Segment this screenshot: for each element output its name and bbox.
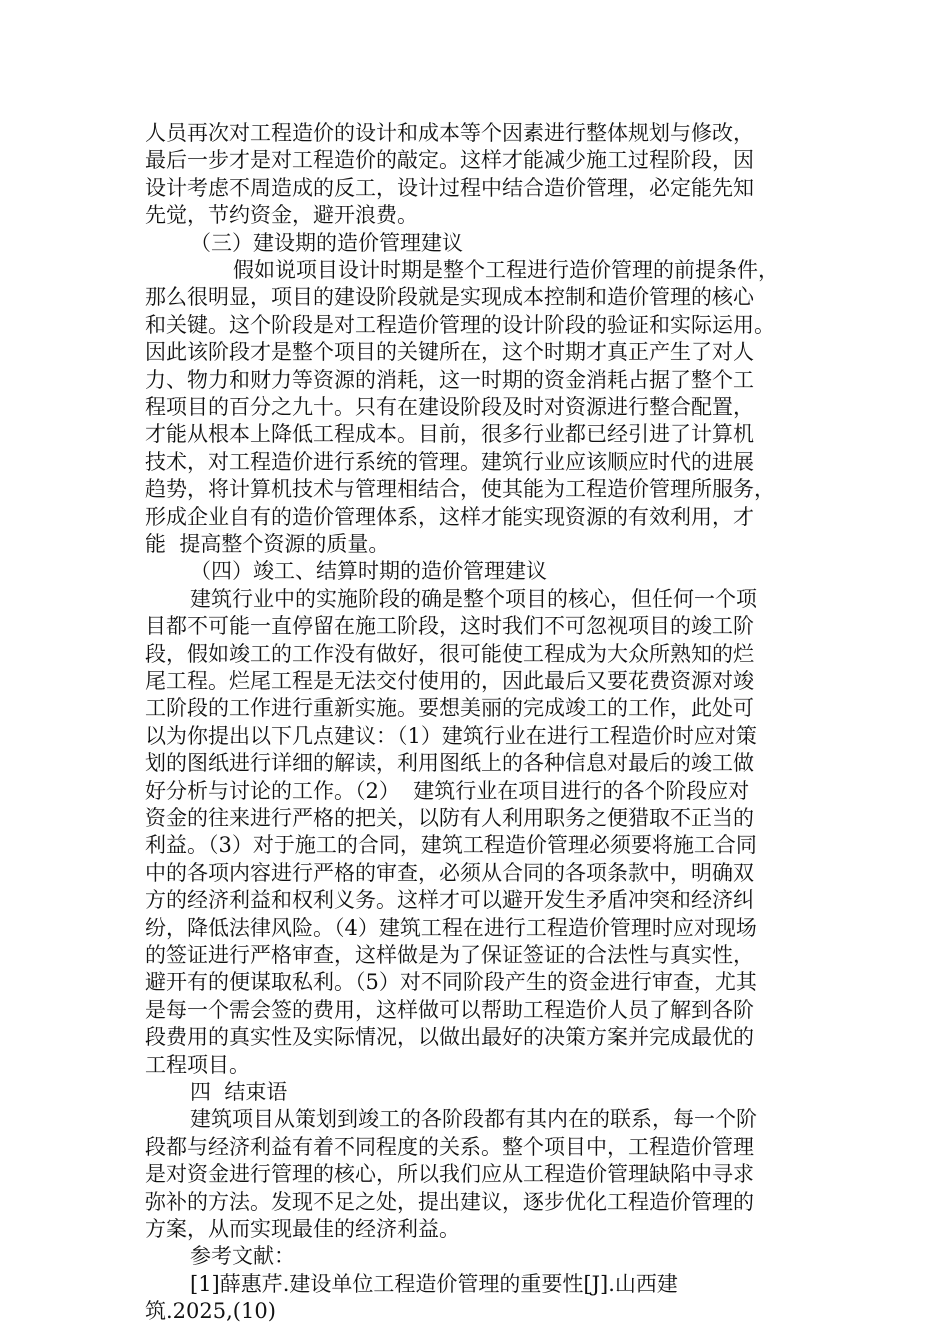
text-line: 好分析与讨论的工作。（2） 建筑行业在项目进行的各个阶段应对 bbox=[145, 778, 750, 803]
text-line: 段，假如竣工的工作没有做好，很可能使工程成为大众所熟知的烂 bbox=[145, 641, 754, 666]
text-line: 设计考虑不周造成的反工，设计过程中结合造价管理，必定能先知 bbox=[145, 175, 754, 200]
text-line: 技术，对工程造价进行系统的管理。建筑行业应该顺应时代的进展 bbox=[145, 449, 754, 474]
text-line: 避开有的便谋取私利。（5）对不同阶段产生的资金进行审查，尤其 bbox=[145, 970, 757, 995]
section-heading: 四 结束语 bbox=[190, 1080, 288, 1104]
text-line: 假如说项目设计时期是整个工程进行造价管理的前提条件， bbox=[233, 258, 779, 282]
text-line: 以为你提出以下几点建议：（1）建筑行业在进行工程造价时应对策 bbox=[145, 723, 757, 748]
text-line: 纷，降低法律风险。（4）建筑工程在进行工程造价管理时应对现场 bbox=[145, 915, 757, 940]
text-line: 是对资金进行管理的核心，所以我们应从工程造价管理缺陷中寻求 bbox=[145, 1162, 754, 1187]
text-line: 先觉，节约资金，避开浪费。 bbox=[145, 203, 418, 228]
text-line: 建筑行业中的实施阶段的确是整个项目的核心，但任何一个项 bbox=[190, 586, 757, 611]
text-line: 利益。（3）对于施工的合同，建筑工程造价管理必须要将施工合同 bbox=[145, 833, 757, 858]
text-line: 弥补的方法。发现不足之处，提出建议，逐步优化工程造价管理的 bbox=[145, 1189, 754, 1214]
text-line: 段费用的真实性及实际情况，以做出最好的决策方案并完成最优的 bbox=[145, 1025, 754, 1050]
text-line: 的签证进行严格审查，这样做是为了保证签证的合法性与真实性， bbox=[145, 943, 754, 967]
text-line: 段都与经济利益有着不同程度的关系。整个项目中，工程造价管理 bbox=[145, 1134, 754, 1159]
section-heading: （三）建设期的造价管理建议 bbox=[190, 230, 463, 255]
text-line: 目都不可能一直停留在施工阶段，这时我们不可忽视项目的竣工阶 bbox=[145, 614, 754, 639]
text-line: 划的图纸进行详细的解读，利用图纸上的各种信息对最后的竣工做 bbox=[145, 751, 754, 776]
text-line: 工阶段的工作进行重新实施。要想美丽的完成竣工的工作，此处可 bbox=[145, 696, 754, 721]
text-line: 程项目的百分之九十。只有在建设阶段及时对资源进行整合配置， bbox=[145, 395, 754, 419]
text-line: 中的各项内容进行严格的审查，必须从合同的各项条款中，明确双 bbox=[145, 860, 754, 885]
text-line: 能 提高整个资源的质量。 bbox=[145, 532, 390, 556]
text-line: 人员再次对工程造价的设计和成本等个因素进行整体规划与修改， bbox=[145, 121, 754, 145]
text-line: 方案，从而实现最佳的经济利益。 bbox=[145, 1217, 460, 1241]
reference-item: [1]薛惠芹.建设单位工程造价管理的重要性[J].山西建 bbox=[190, 1271, 678, 1296]
text-line: 尾工程。烂尾工程是无法交付使用的，因此最后又要花费资源对竣 bbox=[145, 669, 754, 693]
text-line: 最后一步才是对工程造价的敲定。这样才能减少施工过程阶段，因 bbox=[145, 148, 754, 173]
text-line: 力、物力和财力等资源的消耗，这一时期的资金消耗占据了整个工 bbox=[145, 367, 754, 392]
text-line: 方的经济利益和权利义务。这样才可以避开发生矛盾冲突和经济纠 bbox=[145, 888, 754, 913]
text-line: 资金的往来进行严格的把关，以防有人利用职务之便猎取不正当的 bbox=[145, 806, 754, 830]
text-line: 才能从根本上降低工程成本。目前，很多行业都已经引进了计算机 bbox=[145, 422, 754, 447]
text-line: 工程项目。 bbox=[145, 1052, 250, 1077]
text-line: 建筑项目从策划到竣工的各阶段都有其内在的联系，每一个阶 bbox=[190, 1107, 757, 1132]
section-heading: （四）竣工、结算时期的造价管理建议 bbox=[190, 559, 547, 584]
text-line: 形成企业自有的造价管理体系，这样才能实现资源的有效利用，才 bbox=[145, 504, 754, 529]
reference-item-continued: 筑.2025,(10) bbox=[145, 1299, 276, 1324]
text-line: 那么很明显，项目的建设阶段就是实现成本控制和造价管理的核心 bbox=[145, 285, 754, 310]
text-line: 是每一个需会签的费用，这样做可以帮助工程造价人员了解到各阶 bbox=[145, 997, 754, 1022]
references-heading: 参考文献： bbox=[190, 1244, 295, 1269]
text-line: 趋势，将计算机技术与管理相结合，使其能为工程造价管理所服务， bbox=[145, 477, 775, 502]
text-line: 因此该阶段才是整个项目的关键所在，这个时期才真正产生了对人 bbox=[145, 340, 754, 365]
text-line: 和关键。这个阶段是对工程造价管理的设计阶段的验证和实际运用。 bbox=[145, 312, 775, 337]
